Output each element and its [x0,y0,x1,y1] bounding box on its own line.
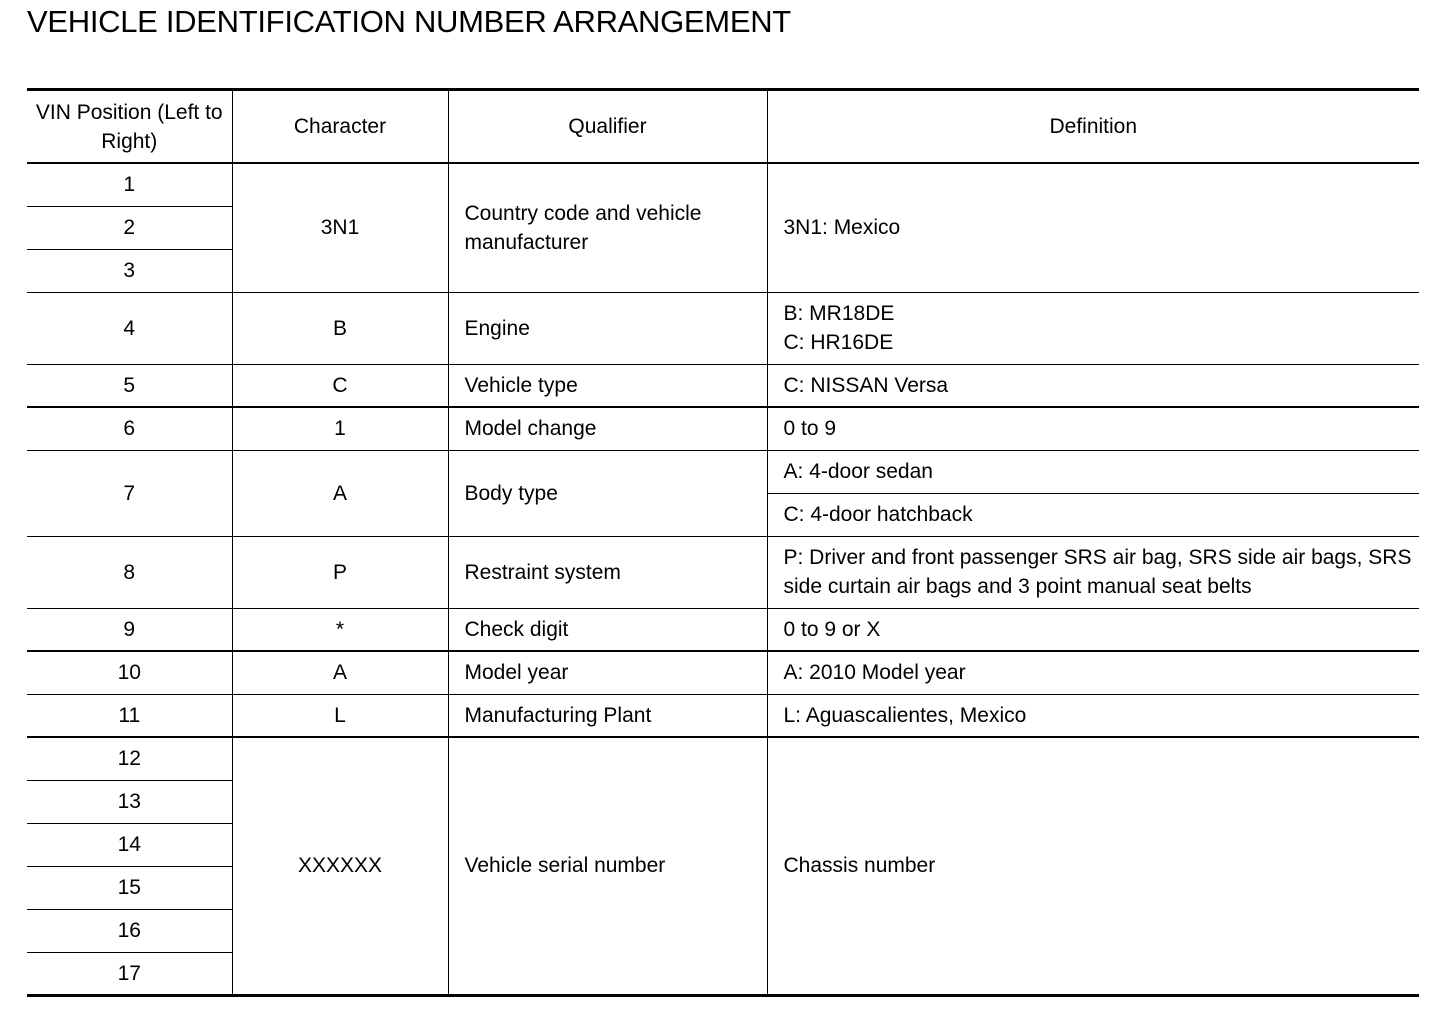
character-cell: L [232,694,448,737]
character-cell: 1 [232,407,448,450]
vin-position-cell: 9 [27,608,232,651]
vin-position-cell: 10 [27,651,232,694]
character-cell: C [232,364,448,407]
definition-cell: P: Driver and front passenger SRS air bag, SRS side air bags, SRS side curtain air bags and 3 point manual seat belts [767,536,1419,608]
definition-line: C: HR16DE [783,331,894,354]
character-cell: P [232,536,448,608]
qualifier-cell: Country code and vehicle manufacturer [448,163,767,292]
table-row [27,737,1419,780]
table-row [27,608,1419,651]
qualifier-cell: Vehicle type [448,364,767,407]
vin-position-cell: 5 [27,364,232,407]
header-qualifier: Qualifier [448,90,767,164]
qualifier-cell: Restraint system [448,536,767,608]
definition-cell: C: 4-door hatchback [767,493,1419,536]
vin-position-cell: 12 [27,737,232,780]
definition-cell: L: Aguascalientes, Mexico [767,694,1419,737]
qualifier-cell: Model year [448,651,767,694]
vin-position-cell: 2 [27,206,232,249]
vin-position-cell: 14 [27,823,232,866]
character-cell: * [232,608,448,651]
qualifier-cell: Vehicle serial number [448,737,767,995]
vin-arrangement-table [27,88,1419,997]
table-header-row [27,90,1419,164]
character-cell: B [232,292,448,364]
definition-cell: 0 to 9 or X [767,608,1419,651]
character-cell: XXXXXX [232,737,448,995]
table-row [27,163,1419,206]
table-row [27,651,1419,694]
table-row [27,694,1419,737]
definition-cell: A: 2010 Model year [767,651,1419,694]
qualifier-cell: Model change [448,407,767,450]
vin-position-cell: 17 [27,952,232,995]
definition-cell: Chassis number [767,737,1419,995]
table-row [27,292,1419,364]
definition-cell [767,292,1419,364]
vin-position-cell: 8 [27,536,232,608]
vin-position-cell: 11 [27,694,232,737]
character-cell: A [232,651,448,694]
table-row [27,536,1419,608]
page-title: VEHICLE IDENTIFICATION NUMBER ARRANGEMENT [27,4,791,39]
qualifier-cell: Engine [448,292,767,364]
character-cell: A [232,450,448,536]
vin-position-cell: 3 [27,249,232,292]
definition-cell: 3N1: Mexico [767,163,1419,292]
definition-cell: C: NISSAN Versa [767,364,1419,407]
qualifier-cell: Manufacturing Plant [448,694,767,737]
table-row [27,364,1419,407]
definition-cell: 0 to 9 [767,407,1419,450]
table-row [27,407,1419,450]
qualifier-cell: Check digit [448,608,767,651]
table-row [27,450,1419,493]
vin-position-cell: 15 [27,866,232,909]
vin-position-cell: 1 [27,163,232,206]
character-cell: 3N1 [232,163,448,292]
vin-position-cell: 6 [27,407,232,450]
header-definition: Definition [767,90,1419,164]
qualifier-cell: Body type [448,450,767,536]
definition-cell: A: 4-door sedan [767,450,1419,493]
vin-position-cell: 16 [27,909,232,952]
header-vin-position: VIN Position (Left to Right) [27,90,232,164]
vin-position-cell: 4 [27,292,232,364]
definition-line: B: MR18DE [783,302,895,325]
header-character: Character [232,90,448,164]
vin-position-cell: 7 [27,450,232,536]
vin-position-cell: 13 [27,780,232,823]
